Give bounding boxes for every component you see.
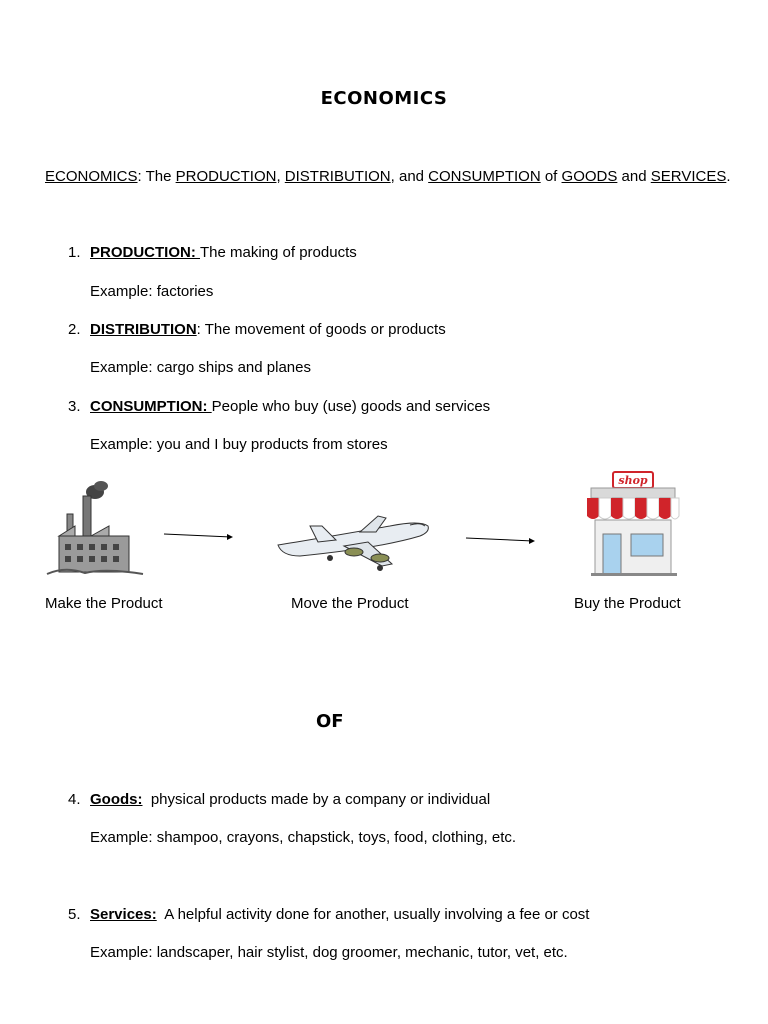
definition-paragraph [45, 168, 731, 185]
list-item-text: : The movement of goods or products [196, 321, 446, 338]
list-item-label: Goods: [90, 791, 143, 808]
list-item-label: PRODUCTION: [90, 244, 200, 261]
list-item-example: Example: landscaper, hair stylist, dog groomer, mechanic, tutor, vet, etc. [90, 944, 568, 961]
definition-text: : The [137, 168, 176, 185]
caption-make: Make the Product [45, 595, 163, 612]
arrow-right-icon [163, 530, 235, 542]
section-heading: OF [316, 711, 344, 732]
list-item-text: A helpful activity done for another, usually involving a fee or cost [156, 906, 590, 923]
definition-text: of [540, 168, 562, 185]
caption-buy: Buy the Product [574, 595, 681, 612]
list-item-example: Example: you and I buy products from stores [90, 436, 388, 453]
list-item-example: Example: cargo ships and planes [90, 359, 311, 376]
list-item-text: People who buy (use) goods and services [211, 398, 491, 415]
list-item-text: The making of products [200, 244, 357, 261]
list-item-production [90, 244, 357, 261]
list-item-consumption [90, 398, 490, 415]
definition-text: and [617, 168, 651, 185]
list-item-example: Example: factories [90, 283, 214, 300]
term-goods: GOODS [561, 168, 618, 185]
definition-text: . [726, 168, 731, 185]
list-number: 4. [68, 791, 81, 808]
airplane-icon [270, 512, 435, 574]
list-item-goods [90, 791, 490, 808]
definition-text: , and [390, 168, 429, 185]
term-services: SERVICES [650, 168, 727, 185]
list-number: 3. [68, 398, 81, 415]
list-item-label: DISTRIBUTION [90, 321, 197, 338]
list-item-distribution [90, 321, 446, 338]
definition-text: , [276, 168, 285, 185]
list-number: 2. [68, 321, 81, 338]
shop-sign-text: shop [618, 474, 648, 487]
list-number: 5. [68, 906, 81, 923]
list-item-label: CONSUMPTION: [90, 398, 212, 415]
list-item-text: physical products made by a company or individual [142, 791, 491, 808]
term-economics: ECONOMICS [45, 168, 138, 185]
list-number: 1. [68, 244, 81, 261]
term-distribution: DISTRIBUTION [284, 168, 391, 185]
factory-icon [45, 478, 145, 578]
page-title: ECONOMICS [320, 88, 448, 109]
list-item-label: Services: [90, 906, 157, 923]
caption-move: Move the Product [291, 595, 409, 612]
list-item-example: Example: shampoo, crayons, chapstick, toys, food, clothing, etc. [90, 829, 517, 846]
arrow-right-icon [465, 535, 537, 547]
shop-icon [585, 470, 681, 578]
term-consumption: CONSUMPTION [428, 168, 541, 185]
term-production: PRODUCTION [175, 168, 277, 185]
list-item-services [90, 906, 589, 923]
